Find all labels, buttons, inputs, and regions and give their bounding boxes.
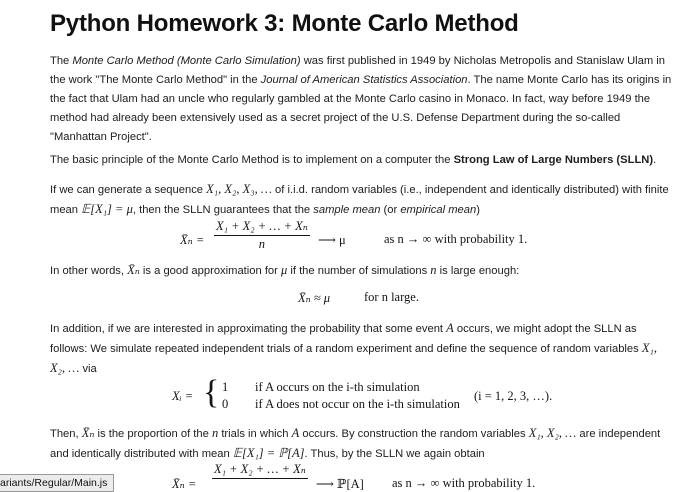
paragraph-text: The basic principle of the Monte Carlo Method is to implement on a computer the — [50, 154, 454, 166]
eq3-brace: { — [203, 374, 220, 411]
emphasis-sample-mean: sample mean — [313, 204, 381, 216]
eq4-lhs: X̄ₙ = — [172, 477, 197, 491]
paragraph-sample-mean — [50, 180, 675, 220]
paragraph-proportion — [50, 424, 675, 464]
status-bar-url: ariants/Regular/Main.js — [0, 474, 114, 492]
math-sequence: X₁, X₂, X₃, … — [206, 182, 272, 196]
paragraph-text: is a good approximation for — [139, 265, 281, 277]
eq4-arrow-limit: ⟶ ℙ[A] — [316, 477, 364, 491]
paragraph-text: Then, — [50, 428, 82, 440]
eq4-numerator: X₁ + X₂ + … + Xₙ — [212, 461, 308, 479]
paragraph-text: of i.i.d. random variables (i.e., independent and identically distributed) with finite mean — [50, 184, 669, 216]
paragraph-principle — [50, 151, 675, 170]
paragraph-text: occurs, we might adopt the SLLN as follows: We simulate repeated independent trials of a random experiment and define the sequence of random variables — [50, 323, 642, 355]
eq3-lhs: Xᵢ = — [172, 389, 194, 403]
paragraph-text: In other words, — [50, 265, 128, 277]
paragraph-text: are independent and identically distributed with mean — [50, 428, 661, 460]
paragraph-text: , then the SLLN guarantees that the — [132, 204, 314, 216]
paragraph-approximation — [50, 261, 675, 281]
math-expectation: 𝔼[X₁] = μ — [81, 202, 133, 216]
paragraph-history: The Monte Carlo Method (Monte Carlo Simulation) was first published in 1949 by Nicholas Metropolis and Stanislaw Ulam in the work "The Monte Carlo Method" in the Journal of American Statistics Association. The name Monte Carlo has its origins in the fact that Ulam had an uncle who regularly gambled at the Monte Carlo casino in Monaco. In fact, way before 1949 the method had already been extensively used as a secret project of the U.S. Defense Department during the so-called "Manhattan Project". — [50, 55, 672, 143]
emphasis-empirical-mean: empirical mean — [400, 204, 477, 216]
math-xbar: X̄ₙ — [127, 263, 140, 277]
math-xbar: X̄ₙ — [81, 426, 95, 440]
paragraph-text: In addition, if we are interested in approximating the probability that some event — [50, 323, 447, 335]
paragraph-text: via — [79, 363, 97, 375]
eq1-lhs: X̄ₙ = — [180, 233, 205, 247]
math-n: n — [430, 263, 437, 277]
paragraph-text: is large enough: — [436, 265, 520, 277]
math-event-a: A — [446, 321, 454, 335]
eq3-case1-value: 1 — [222, 380, 229, 394]
paragraph-text: (or — [380, 204, 401, 216]
strong-slln: Strong Law of Large Numbers (SLLN) — [453, 154, 654, 166]
eq1-denominator: n — [258, 237, 266, 251]
math-event-a: A — [291, 426, 300, 440]
eq1-condition: as n → ∞ with probability 1. — [384, 232, 528, 246]
eq3-case0-value: 0 — [222, 397, 229, 411]
math-sequence: X₁, X₂, … — [528, 426, 577, 440]
eq3-case1-condition: if A occurs on the i-th simulation — [255, 380, 420, 394]
paragraph-text: was first published in 1949 by Nicholas Metropolis and Stanislaw Ulam in the work "The Monte Carlo Method" in the — [50, 55, 665, 86]
math-mu: μ — [280, 263, 288, 277]
emphasis-journal-name: Journal of American Statistics Association — [260, 74, 468, 86]
eq4-condition: as n → ∞ with probability 1. — [392, 476, 536, 490]
eq2-expression: X̄ₙ ≈ μ — [298, 291, 331, 305]
eq1-fraction — [214, 218, 310, 252]
page-title: Python Homework 3: Monte Carlo Method — [50, 10, 519, 37]
paragraph-text: is the proportion of the — [94, 428, 212, 440]
paragraph-text: . Thus, by the SLLN we again obtain — [304, 448, 485, 460]
eq1-arrow-limit: ⟶ μ — [318, 233, 346, 247]
math-n: n — [211, 426, 219, 440]
eq3-index-range: (i = 1, 2, 3, …). — [474, 389, 553, 403]
paragraph-text: If we can generate a sequence — [50, 184, 207, 196]
paragraph-text: . The name Monte Carlo has its origins in the fact that Ulam had an uncle who regularly gambled at the Monte Carlo casino in Monaco. In fact, way before 1949 the method had already been extensively used as a secret project of the U.S. Defense Department during the so-called "Manhattan Project". — [50, 74, 672, 143]
math-expectation-prob: 𝔼[X₁] = ℙ[A] — [232, 446, 305, 460]
paragraph-text: if the number of simulations — [287, 265, 431, 277]
eq1-numerator: X₁ + X₂ + … + Xₙ — [214, 218, 310, 236]
math-sequence: X₁, X₂, … — [50, 341, 657, 375]
paragraph-probability — [50, 319, 675, 379]
eq3-case0-condition: if A does not occur on the i-th simulation — [255, 397, 460, 411]
paragraph-text: trials in which — [218, 428, 292, 440]
emphasis-method-name: Monte Carlo Method (Monte Carlo Simulation) — [72, 55, 301, 67]
eq4-fraction — [212, 461, 308, 479]
paragraph-text: ) — [476, 204, 480, 216]
eq2-condition: for n large. — [364, 290, 419, 304]
paragraph-text: occurs. By construction the random variables — [299, 428, 529, 440]
paragraph-text: . — [653, 154, 657, 166]
